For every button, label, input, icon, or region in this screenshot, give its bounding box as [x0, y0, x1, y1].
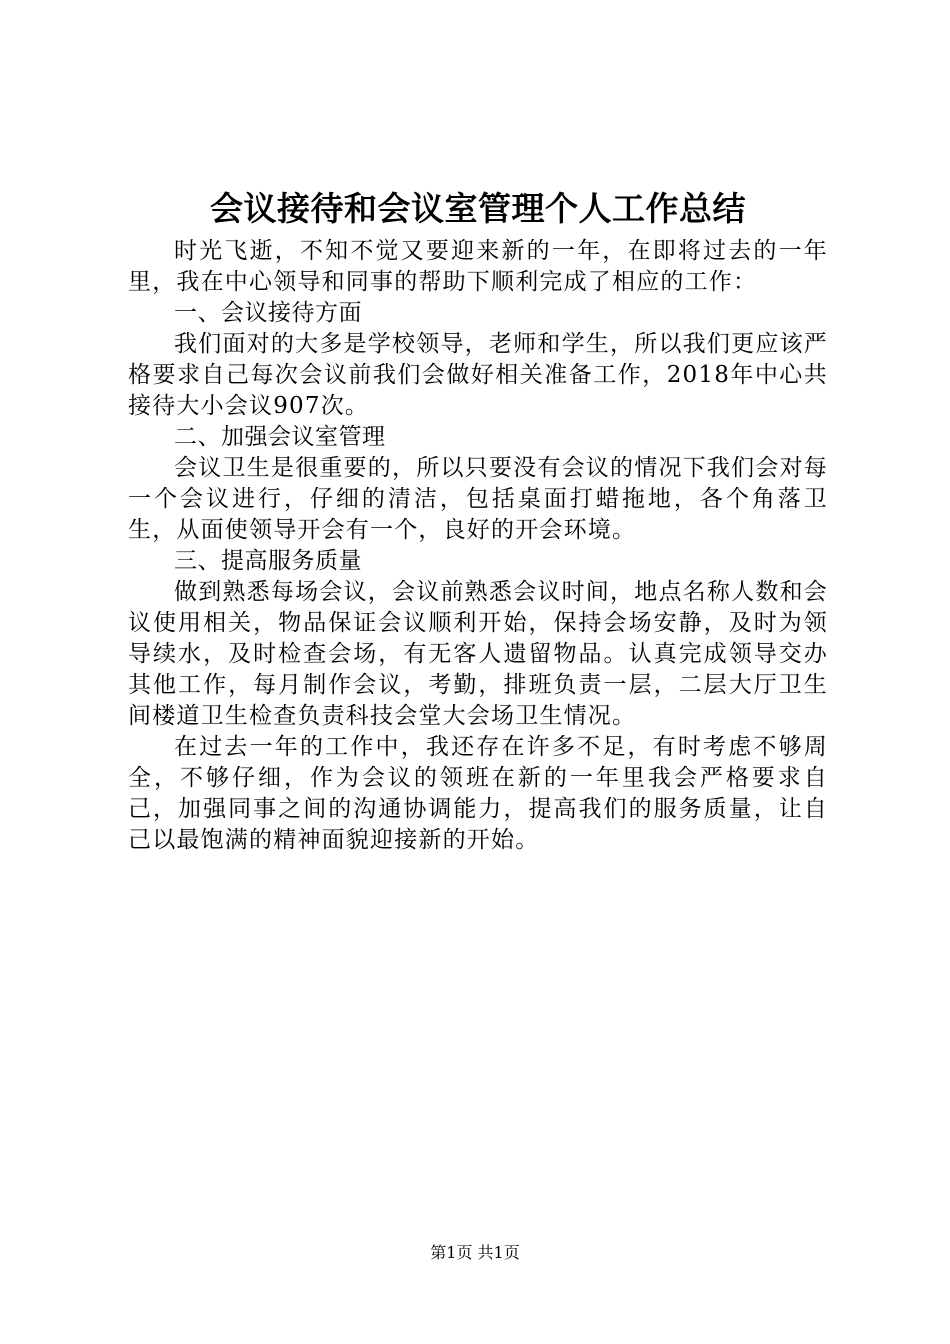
- section-body-service-quality: 做到熟悉每场会议，会议前熟悉会议时间，地点名称人数和会议使用相关，物品保证会议顺利开始，保持会场安静，及时为领导续水，及时检查会场，有无客人遗留物品。认真完成领导交办其他工作，每月制作会议，考勤，排班负责一层，二层大厅卫生间楼道卫生检查负责科技会堂大会场卫生情况。: [128, 579, 828, 729]
- section-body-room-management: 会议卫生是很重要的，所以只要没有会议的情况下我们会对每一个会议进行，仔细的清洁，包括桌面打蜡拖地，各个角落卫生，从面使领导开会有一个，良好的开会环境。: [128, 455, 828, 543]
- section-body-reception: 我们面对的大多是学校领导，老师和学生，所以我们更应该严格要求自己每次会议前我们会做好相关准备工作，2018年中心共接待大小会议907次。: [128, 331, 828, 419]
- intro-paragraph: 时光飞逝，不知不觉又要迎来新的一年，在即将过去的一年里，我在中心领导和同事的帮助下顺利完成了相应的工作：: [128, 238, 828, 295]
- document-title: 会议接待和会议室管理个人工作总结: [210, 189, 746, 228]
- conclusion-paragraph: 在过去一年的工作中，我还存在许多不足，有时考虑不够周全，不够仔细，作为会议的领班在新的一年里我会严格要求自己，加强同事之间的沟通协调能力，提高我们的服务质量，让自己以最饱满的精神面貌迎接新的开始。: [128, 734, 828, 853]
- page-footer: 第1页 共1页: [430, 1243, 520, 1262]
- section-heading-reception: 一、会议接待方面: [174, 300, 362, 326]
- section-heading-service-quality: 三、提高服务质量: [174, 548, 362, 574]
- section-heading-room-management: 二、加强会议室管理: [174, 424, 386, 450]
- document-body: [128, 186, 828, 856]
